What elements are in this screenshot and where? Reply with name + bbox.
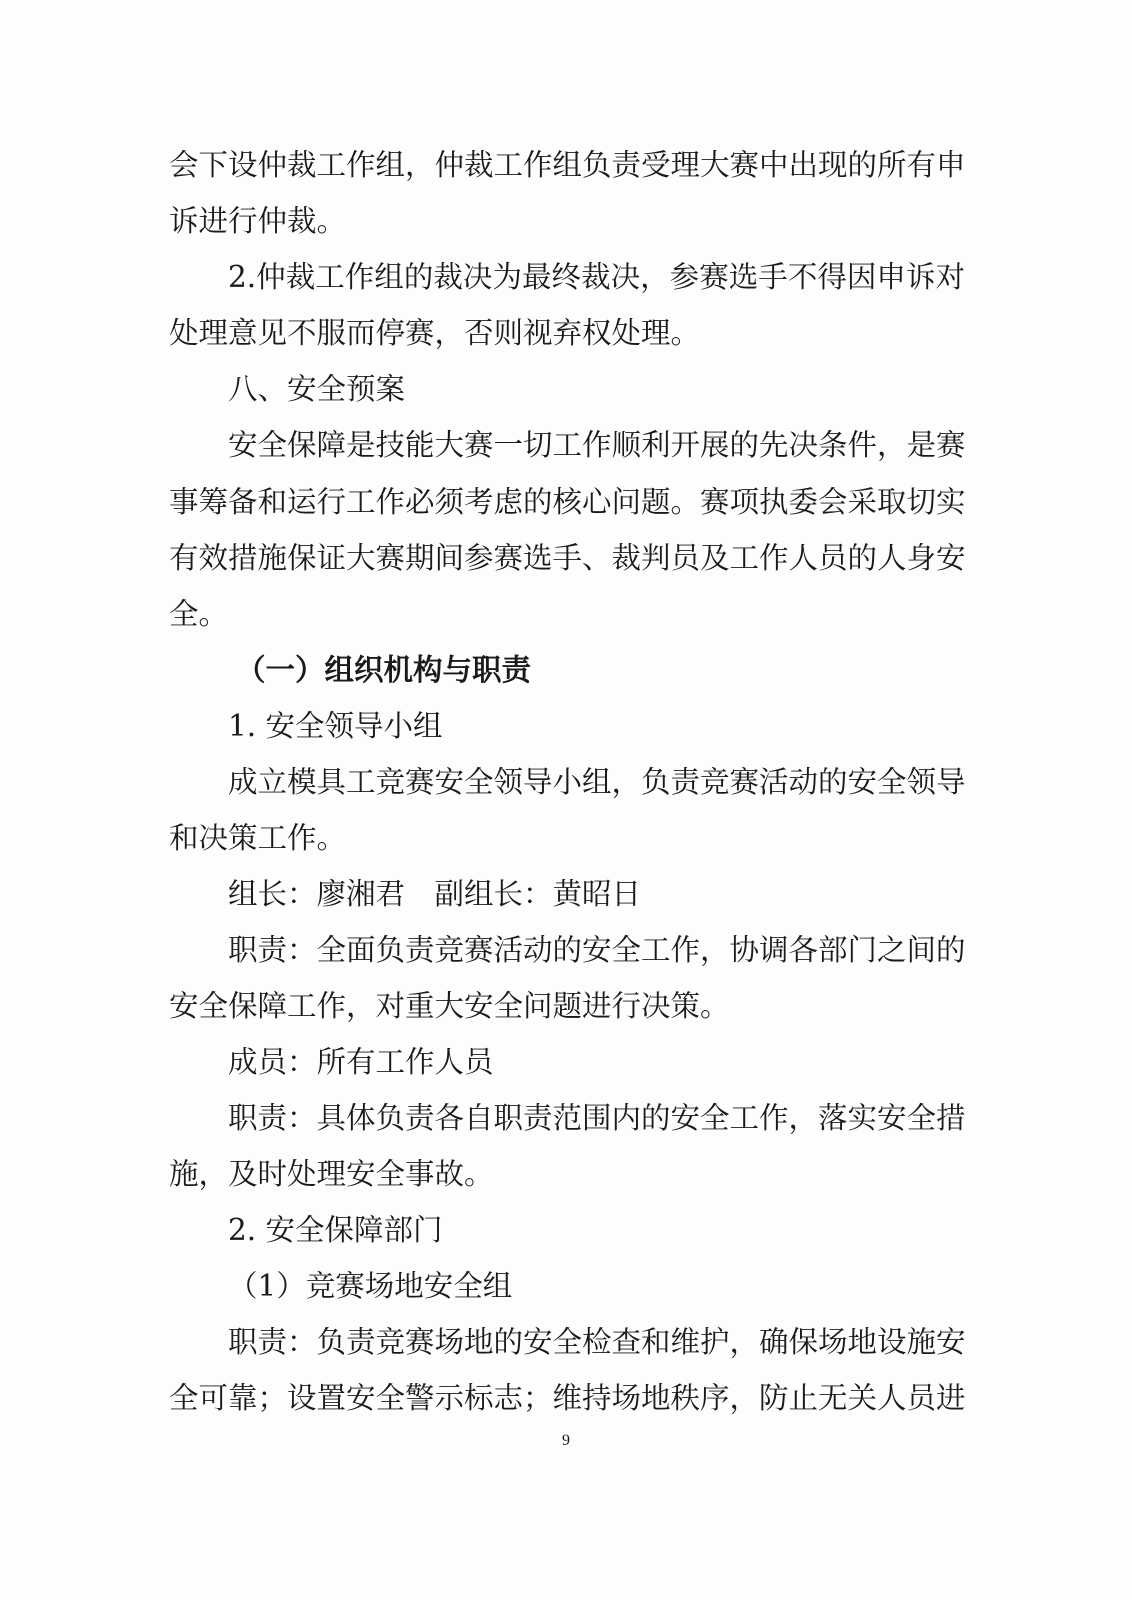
paragraph-line: 职责：全面负责竞赛活动的安全工作，协调各部门之间的 — [228, 933, 966, 967]
paragraph-line: 全。 — [169, 597, 229, 631]
subsection-heading: （一）组织机构与职责 — [236, 653, 532, 687]
paragraph-line: 安全保障是技能大赛一切工作顺利开展的先决条件，是赛 — [228, 428, 966, 462]
paragraph-line: 施，及时处理安全事故。 — [169, 1157, 494, 1191]
paragraph-line: 2.仲裁工作组的裁决为最终裁决，参赛选手不得因申诉对 — [228, 260, 965, 294]
paragraph-line: 成立模具工竞赛安全领导小组，负责竞赛活动的安全领导 — [228, 765, 966, 799]
item-heading: （1）竞赛场地安全组 — [228, 1269, 513, 1303]
section-heading: 八、安全预案 — [228, 372, 406, 406]
paragraph-line: 事筹备和运行工作必须考虑的核心问题。赛项执委会采取切实 — [169, 485, 966, 519]
item-heading: 1. 安全领导小组 — [228, 709, 443, 743]
paragraph-line: 处理意见不服而停赛，否则视弃权处理。 — [169, 316, 701, 350]
paragraph-line: 诉进行仲裁。 — [169, 204, 347, 238]
paragraph-line: 职责：负责竞赛场地的安全检查和维护，确保场地设施安 — [228, 1325, 966, 1359]
paragraph-line: 和决策工作。 — [169, 821, 347, 855]
paragraph-line: 成员：所有工作人员 — [228, 1045, 494, 1079]
paragraph-line: 职责：具体负责各自职责范围内的安全工作，落实安全措 — [228, 1101, 966, 1135]
paragraph-line: 会下设仲裁工作组，仲裁工作组负责受理大赛中出现的所有申 — [169, 148, 966, 182]
item-heading: 2. 安全保障部门 — [228, 1213, 443, 1247]
paragraph-line: 有效措施保证大赛期间参赛选手、裁判员及工作人员的人身安 — [169, 541, 966, 575]
page-number: 9 — [562, 1432, 570, 1449]
paragraph-line: 安全保障工作，对重大安全问题进行决策。 — [169, 989, 730, 1023]
paragraph-line: 组长：廖湘君 副组长：黄昭日 — [228, 877, 642, 911]
paragraph-line: 全可靠；设置安全警示标志；维持场地秩序，防止无关人员进 — [169, 1381, 966, 1415]
